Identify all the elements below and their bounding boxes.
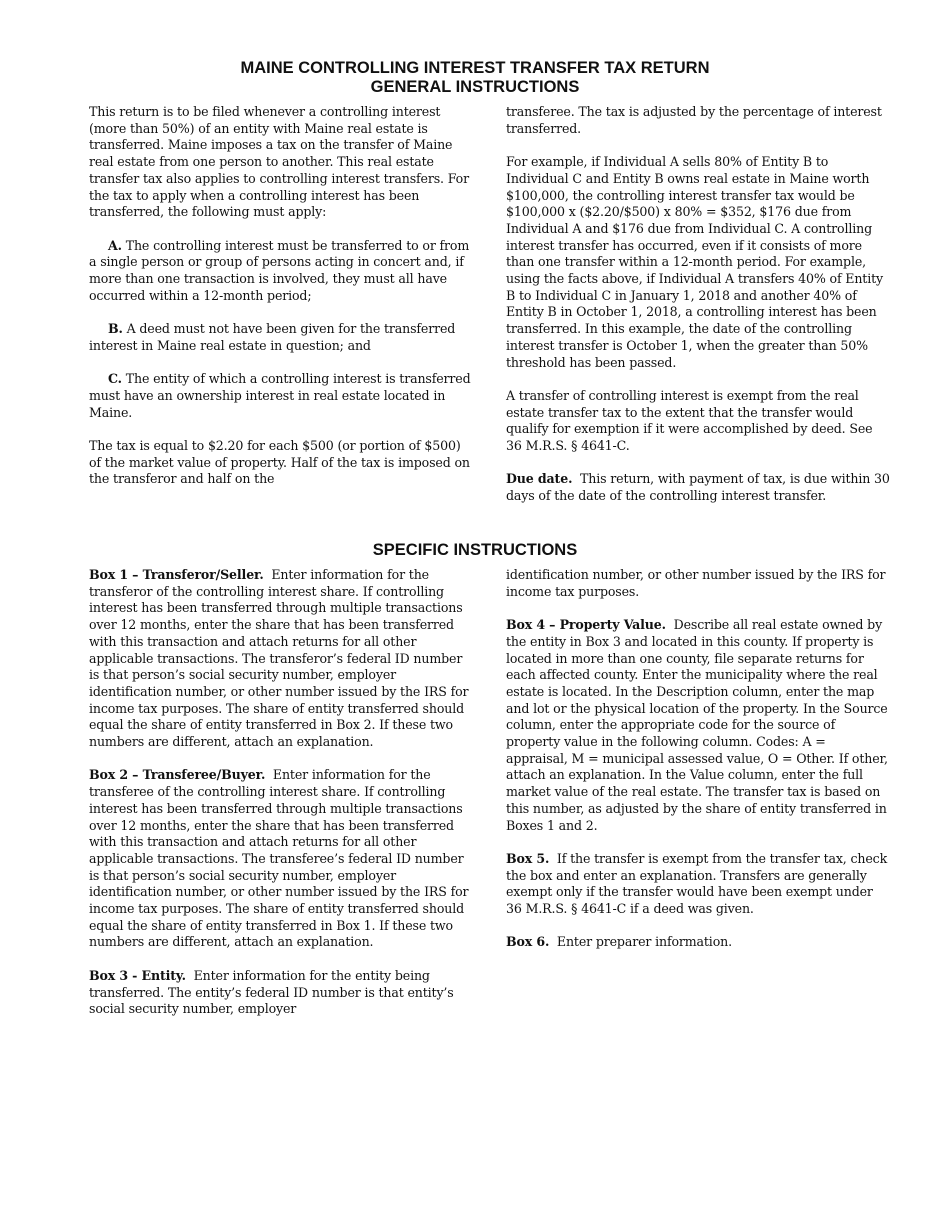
condition-a-text: The controlling interest must be transferred to or from a single person or group of persons acting in concert and, if more than one transaction is involved, they must all have occurred within a 12-month period; (89, 237, 470, 303)
exemption-paragraph: A transfer of controlling interest is exempt from the real estate transfer tax to the extent that the transfer would qualify for exemption if it were accomplished by deed. See 36 M.R.S. § 4641-C. (506, 387, 873, 454)
box6-text: Enter preparer information. (556, 934, 732, 950)
intro-paragraph: This return is to be filed whenever a controlling interest (more than 50%) of an entity with Maine real estate is transferred. Maine imposes a tax on the transfer of Maine real estate from one person to another. This real estate transfer tax also applies to controlling interest transfers. For the tax to apply when a controlling interest has been transferred, the following must apply: (89, 104, 469, 220)
form-title: MAINE CONTROLLING INTEREST TRANSFER TAX RETURN (240, 59, 710, 77)
box5-paragraph (506, 851, 891, 918)
general-right-column (506, 104, 891, 505)
due-date-text: This return, with payment of tax, is due within 30 days of the date of the controlling interest transfer. (506, 471, 890, 504)
condition-a-label: A. (108, 237, 122, 253)
condition-c (89, 371, 474, 421)
general-instructions-heading: GENERAL INSTRUCTIONS (370, 78, 580, 96)
box3-label: Box 3 - Entity. (89, 967, 186, 983)
tax-rate-continued: transferee. The tax is adjusted by the percentage of interest transferred. (506, 104, 882, 136)
box1-text: Enter information for the transferor of the controlling interest share. If controlling interest has been transferred through multiple transactions over 12 months, enter the share that has been transferred with this transaction and attach returns for all other applicable transactions. The transferor’s federal ID number is that person’s social security number, employer identification number, or other number issued by the IRS for income tax purposes. The share of entity transferred should equal the share of entity transferred in Box 2. If these two numbers are different, attach an explanation. (89, 567, 469, 750)
box3-continued: identification number, or other number issued by the IRS for income tax purposes. (506, 567, 886, 599)
specific-right-column (506, 567, 891, 951)
example-paragraph: For example, if Individual A sells 80% of Entity B to Individual C and Entity B owns real estate in Maine worth $100,000, the controlling interest transfer tax would be $100,000 x ($2.20/$500) x 80% = $352, $176 due from Individual A and $176 due from Individual C. A controlling interest transfer has occurred, even if it consists of more than one transfer within a 12-month period. For example, using the facts above, if Individual A transfers 40% of Entity B to Individual C in January 1, 2018 and another 40% of Entity B in October 1, 2018, a controlling interest has been transferred. In this example, the date of the controlling interest transfer is October 1, when the greater than 50% threshold has been passed. (506, 154, 883, 370)
box5-label: Box 5. (506, 850, 550, 866)
condition-c-label: C. (108, 371, 122, 387)
box3-text: Enter information for the entity being transferred. The entity’s federal ID number is that entity’s social security number, employer (89, 967, 454, 1017)
box4-paragraph (506, 617, 891, 834)
tax-rate-paragraph: The tax is equal to $2.20 for each $500 (or portion of $500) of the market value of property. Half of the tax is imposed on the transferor and half on the (89, 438, 470, 487)
condition-b-text: A deed must not have been given for the transferred interest in Maine real estate in question; and (89, 321, 456, 353)
box4-text: Describe all real estate owned by the entity in Box 3 and located in this county. If property is located in more than one county, file separate returns for each affected county. Enter the municipality where the real estate is located. In the Description column, enter the map and lot or the physical location of the property. In the Source column, enter the appropriate code for the source of property value in the following column. Codes: A = appraisal, M = municipal assessed value, O = Other. If other, attach an explanation. In the Value column, enter the full market value of the real estate. The transfer tax is based on this number, as adjusted by the share of entity transferred in Boxes 1 and 2. (506, 617, 888, 833)
condition-b (89, 321, 474, 354)
box2-paragraph (89, 767, 474, 951)
box2-label: Box 2 – Transferee/Buyer. (89, 767, 266, 783)
box5-text: If the transfer is exempt from the transfer tax, check the box and enter an explanation. Transfers are generally exempt only if the transfer would have been exempt under 36 M.R.S. § 4641-C if a deed was given. (506, 850, 888, 917)
general-left-column (89, 104, 474, 488)
box1-label: Box 1 – Transferor/Seller. (89, 567, 264, 582)
due-date-label: Due date. (506, 471, 573, 487)
box3-paragraph (89, 968, 474, 1018)
condition-a (89, 238, 474, 305)
box6-paragraph (506, 934, 891, 951)
box2-text: Enter information for the transferee of the controlling interest share. If controlling interest has been transferred through multiple transactions over 12 months, enter the share that has been transferred with this transaction and attach returns for all other applicable transactions. The transferee’s federal ID number is that person’s social security number, employer identification number, or other number issued by the IRS for income tax purposes. The share of entity transferred should equal the share of entity transferred in Box 1. If these two numbers are different, attach an explanation. (89, 767, 469, 950)
box6-label: Box 6. (506, 934, 550, 950)
box4-label: Box 4 – Property Value. (506, 617, 666, 633)
condition-b-label: B. (108, 321, 123, 337)
due-date-paragraph (506, 471, 891, 504)
box1-paragraph (89, 567, 474, 751)
specific-instructions-heading: SPECIFIC INSTRUCTIONS (372, 541, 578, 559)
condition-c-text: The entity of which a controlling interest is transferred must have an ownership interest in real estate located in Maine. (89, 371, 471, 420)
specific-left-column (89, 567, 474, 1018)
